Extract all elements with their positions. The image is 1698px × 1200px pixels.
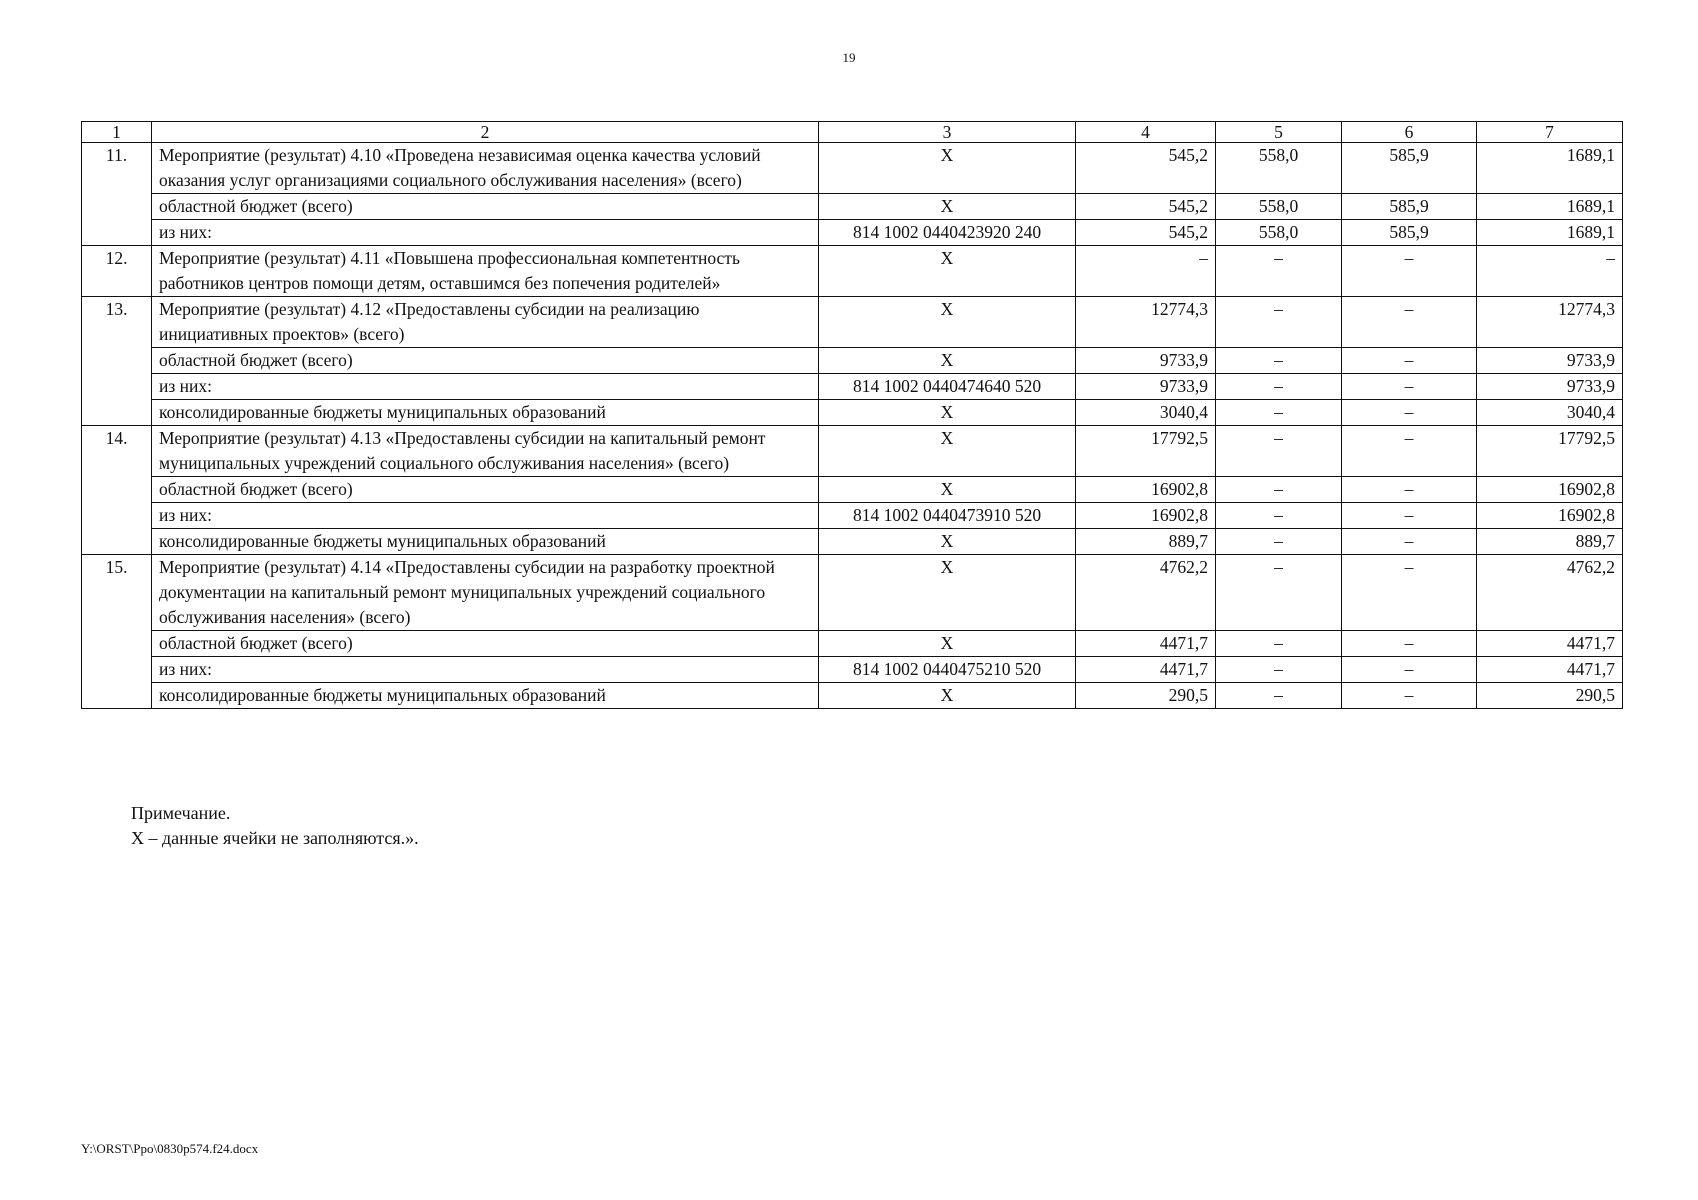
- table-row: [82, 631, 1623, 657]
- value-cell-col5: 558,0: [1216, 143, 1342, 194]
- table-row: [82, 246, 1623, 297]
- value-cell-col5: –: [1216, 683, 1342, 709]
- footer-file-path: Y:\ORST\Ppo\0830p574.f24.docx: [81, 1141, 259, 1156]
- value-cell-col4: 545,2: [1076, 220, 1216, 246]
- value-cell-col4: 12774,3: [1076, 297, 1216, 348]
- value-cell-col6: –: [1342, 555, 1477, 631]
- value-cell-col4: 9733,9: [1076, 374, 1216, 400]
- value-cell-col5: –: [1216, 297, 1342, 348]
- value-cell-col6: 585,9: [1342, 143, 1477, 194]
- budget-code-cell: 814 1002 0440474640 520: [819, 374, 1076, 400]
- table-row: [82, 657, 1623, 683]
- row-number: 15.: [82, 555, 152, 709]
- value-cell-col7: –: [1477, 246, 1623, 297]
- value-cell-col6: –: [1342, 297, 1477, 348]
- value-cell-col7: 17792,5: [1477, 426, 1623, 477]
- value-cell-col5: –: [1216, 503, 1342, 529]
- activity-name-cell: Мероприятие (результат) 4.14 «Предоставлены субсидии на разработку проектной документации на капитальный ремонт муниципальных учреждений социального обслуживания населения» (всего): [152, 555, 819, 631]
- activity-name-cell: из них:: [152, 657, 819, 683]
- header-cell: 5: [1216, 122, 1342, 143]
- activity-name-cell: Мероприятие (результат) 4.13 «Предоставлены субсидии на капитальный ремонт муниципальных учреждений социального обслуживания населения» (всего): [152, 426, 819, 477]
- row-number: 13.: [82, 297, 152, 426]
- value-cell-col6: –: [1342, 374, 1477, 400]
- activity-name-cell: Мероприятие (результат) 4.10 «Проведена независимая оценка качества условий оказания услуг организациями социального обслуживания населения» (всего): [152, 143, 819, 194]
- header-row: [82, 122, 1623, 143]
- table-row: [82, 477, 1623, 503]
- value-cell-col7: 16902,8: [1477, 503, 1623, 529]
- value-cell-col5: 558,0: [1216, 220, 1342, 246]
- value-cell-col5: –: [1216, 477, 1342, 503]
- budget-code-cell: Х: [819, 246, 1076, 297]
- value-cell-col7: 1689,1: [1477, 194, 1623, 220]
- value-cell-col6: –: [1342, 400, 1477, 426]
- table-row: [82, 194, 1623, 220]
- value-cell-col7: 3040,4: [1477, 400, 1623, 426]
- value-cell-col4: 4471,7: [1076, 631, 1216, 657]
- value-cell-col7: 290,5: [1477, 683, 1623, 709]
- value-cell-col5: –: [1216, 374, 1342, 400]
- value-cell-col5: –: [1216, 631, 1342, 657]
- budget-code-cell: Х: [819, 529, 1076, 555]
- budget-code-cell: Х: [819, 555, 1076, 631]
- budget-code-cell: Х: [819, 426, 1076, 477]
- budget-code-cell: 814 1002 0440423920 240: [819, 220, 1076, 246]
- table-row: [82, 503, 1623, 529]
- value-cell-col7: 889,7: [1477, 529, 1623, 555]
- value-cell-col5: –: [1216, 400, 1342, 426]
- budget-table: [81, 121, 1623, 709]
- budget-code-cell: Х: [819, 400, 1076, 426]
- activity-name-cell: из них:: [152, 220, 819, 246]
- value-cell-col5: –: [1216, 246, 1342, 297]
- value-cell-col4: 4471,7: [1076, 657, 1216, 683]
- activity-name-cell: Мероприятие (результат) 4.11 «Повышена профессиональная компетентность работников центров помощи детям, оставшимся без попечения родителей»: [152, 246, 819, 297]
- value-cell-col4: 545,2: [1076, 194, 1216, 220]
- value-cell-col4: 290,5: [1076, 683, 1216, 709]
- value-cell-col6: –: [1342, 348, 1477, 374]
- header-cell: 7: [1477, 122, 1623, 143]
- value-cell-col6: –: [1342, 503, 1477, 529]
- budget-code-cell: Х: [819, 297, 1076, 348]
- value-cell-col7: 1689,1: [1477, 143, 1623, 194]
- value-cell-col5: –: [1216, 426, 1342, 477]
- table-row: [82, 220, 1623, 246]
- row-number: 14.: [82, 426, 152, 555]
- activity-name-cell: из них:: [152, 374, 819, 400]
- header-cell: 1: [82, 122, 152, 143]
- value-cell-col5: –: [1216, 529, 1342, 555]
- budget-code-cell: 814 1002 0440473910 520: [819, 503, 1076, 529]
- value-cell-col6: –: [1342, 631, 1477, 657]
- table-row: [82, 400, 1623, 426]
- value-cell-col6: –: [1342, 477, 1477, 503]
- value-cell-col4: 3040,4: [1076, 400, 1216, 426]
- header-cell: 3: [819, 122, 1076, 143]
- note-title: Примечание.: [131, 803, 231, 823]
- header-cell: 6: [1342, 122, 1477, 143]
- value-cell-col7: 12774,3: [1477, 297, 1623, 348]
- budget-code-cell: Х: [819, 143, 1076, 194]
- activity-name-cell: консолидированные бюджеты муниципальных образований: [152, 683, 819, 709]
- activity-name-cell: консолидированные бюджеты муниципальных образований: [152, 400, 819, 426]
- value-cell-col5: –: [1216, 657, 1342, 683]
- value-cell-col6: –: [1342, 426, 1477, 477]
- page-number: 19: [842, 50, 856, 65]
- budget-code-cell: Х: [819, 477, 1076, 503]
- note: [131, 801, 419, 851]
- activity-name-cell: консолидированные бюджеты муниципальных образований: [152, 529, 819, 555]
- value-cell-col4: 4762,2: [1076, 555, 1216, 631]
- value-cell-col5: –: [1216, 348, 1342, 374]
- value-cell-col4: 16902,8: [1076, 503, 1216, 529]
- table-row: [82, 143, 1623, 194]
- value-cell-col7: 16902,8: [1477, 477, 1623, 503]
- activity-name-cell: областной бюджет (всего): [152, 194, 819, 220]
- budget-code-cell: Х: [819, 348, 1076, 374]
- value-cell-col6: 585,9: [1342, 220, 1477, 246]
- value-cell-col7: 4471,7: [1477, 657, 1623, 683]
- budget-code-cell: 814 1002 0440475210 520: [819, 657, 1076, 683]
- budget-code-cell: Х: [819, 683, 1076, 709]
- header-cell: 4: [1076, 122, 1216, 143]
- value-cell-col4: 9733,9: [1076, 348, 1216, 374]
- activity-name-cell: областной бюджет (всего): [152, 348, 819, 374]
- value-cell-col4: 17792,5: [1076, 426, 1216, 477]
- value-cell-col5: –: [1216, 555, 1342, 631]
- row-number: 12.: [82, 246, 152, 297]
- table-row: [82, 555, 1623, 631]
- table-row: [82, 426, 1623, 477]
- value-cell-col7: 1689,1: [1477, 220, 1623, 246]
- value-cell-col4: –: [1076, 246, 1216, 297]
- activity-name-cell: областной бюджет (всего): [152, 631, 819, 657]
- value-cell-col6: –: [1342, 529, 1477, 555]
- value-cell-col5: 558,0: [1216, 194, 1342, 220]
- budget-code-cell: Х: [819, 631, 1076, 657]
- table-row: [82, 683, 1623, 709]
- table-row: [82, 348, 1623, 374]
- value-cell-col6: –: [1342, 683, 1477, 709]
- activity-name-cell: из них:: [152, 503, 819, 529]
- value-cell-col7: 4762,2: [1477, 555, 1623, 631]
- row-number: 11.: [82, 143, 152, 246]
- value-cell-col6: –: [1342, 657, 1477, 683]
- value-cell-col7: 9733,9: [1477, 374, 1623, 400]
- value-cell-col4: 889,7: [1076, 529, 1216, 555]
- value-cell-col4: 545,2: [1076, 143, 1216, 194]
- budget-code-cell: Х: [819, 194, 1076, 220]
- value-cell-col6: 585,9: [1342, 194, 1477, 220]
- header-cell: 2: [152, 122, 819, 143]
- value-cell-col7: 4471,7: [1477, 631, 1623, 657]
- activity-name-cell: областной бюджет (всего): [152, 477, 819, 503]
- table-row: [82, 297, 1623, 348]
- table-row: [82, 529, 1623, 555]
- value-cell-col6: –: [1342, 246, 1477, 297]
- activity-name-cell: Мероприятие (результат) 4.12 «Предоставлены субсидии на реализацию инициативных проектов» (всего): [152, 297, 819, 348]
- value-cell-col4: 16902,8: [1076, 477, 1216, 503]
- note-text: Х – данные ячейки не заполняются.».: [131, 828, 419, 848]
- table-row: [82, 374, 1623, 400]
- value-cell-col7: 9733,9: [1477, 348, 1623, 374]
